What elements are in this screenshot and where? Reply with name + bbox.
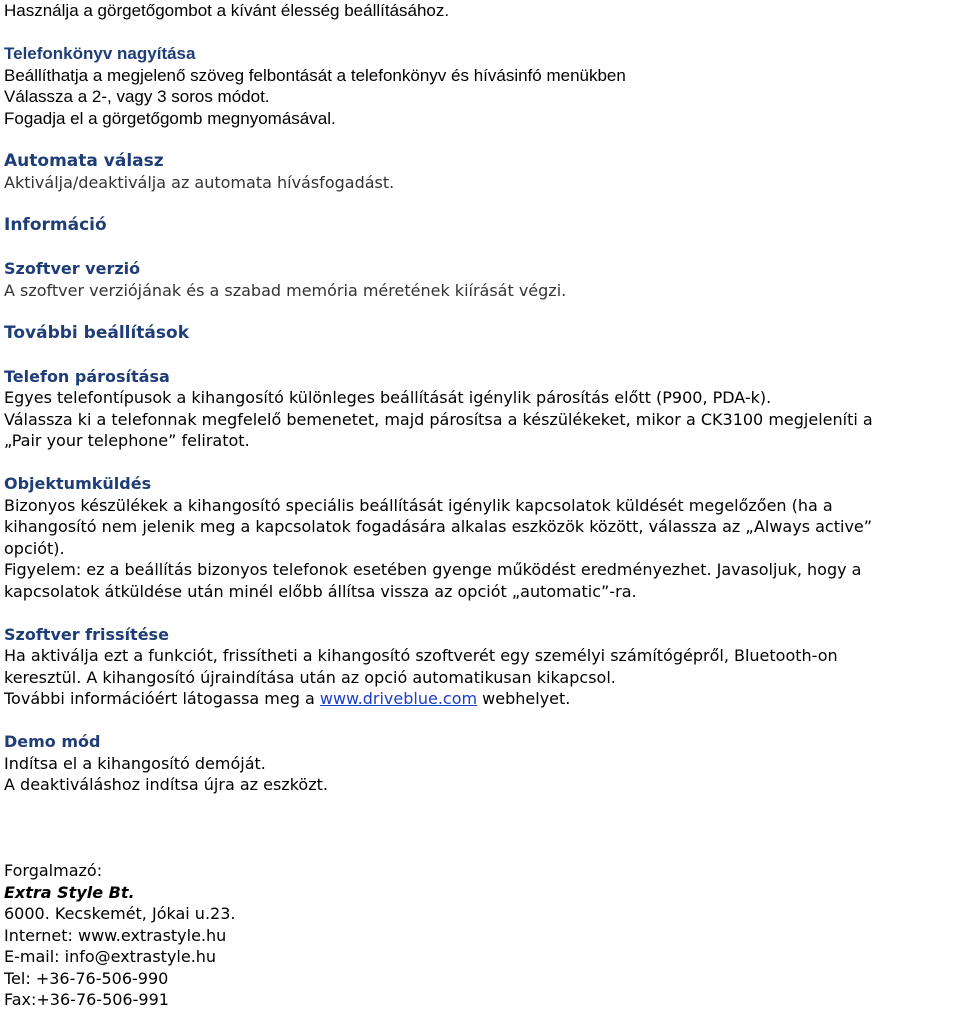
automata-line: Aktiválja/deaktiválja az automata hívásfogadást. (4, 173, 395, 192)
intro-text: Használja a görgetőgombot a kívánt élesség beállításához. (4, 1, 450, 20)
automata-heading: Automata válasz (4, 150, 164, 171)
footer-tel: Tel: +36-76-506-990 (4, 968, 169, 988)
parositas-heading: Telefon párosítása (4, 366, 170, 386)
frissites-more-suffix: webhelyet. (477, 689, 571, 708)
frissites-more-prefix: További információért látogassa meg a (4, 689, 320, 708)
objektum-line: Figyelem: ez a beállítás bizonyos telefonok esetében gyenge működést eredményezhet. Javasoljuk, hogy a (4, 560, 862, 579)
footer-internet: Internet: www.extrastyle.hu (4, 925, 227, 945)
footer-company: Extra Style Bt. (4, 882, 135, 902)
driveblue-link[interactable]: www.driveblue.com (319, 689, 478, 708)
szoftver-verzio-line: A szoftver verziójának és a szabad memória méretének kiírását végzi. (4, 280, 567, 300)
telefonkonyv-line: Fogadja el a görgetőgomb megnyomásával. (4, 108, 336, 128)
footer-address: 6000. Kecskemét, Jókai u.23. (4, 904, 236, 923)
objektum-line: kapcsolatok átküldése után minél előbb állítsa vissza az opciót „automatic”-ra. (4, 581, 637, 601)
objektum-line: kihangosító nem jelenik meg a kapcsolatok fogadására alkalas eszközök között, válassza az „Always active” (4, 517, 873, 536)
parositas-line: Válassza ki a telefonnak megfelelő bemenetet, majd párosítsa a készülékeket, mikor a CK3100 megjeleníti a (4, 409, 873, 429)
objektum-heading: Objektumküldés (4, 474, 152, 493)
parositas-line: „Pair your telephone” feliratot. (4, 431, 250, 450)
telefonkonyv-heading: Telefonkönyv nagyítása (4, 44, 196, 63)
informacio-heading: Információ (4, 215, 107, 235)
footer-label: Forgalmazó: (4, 861, 103, 880)
telefonkonyv-line: Beállíthatja a megjelenő szöveg felbontását a telefonkönyv és hívásinfó menükben (4, 65, 626, 85)
objektum-line: Bizonyos készülékek a kihangosító speciális beállítását igénylik kapcsolatok küldését megelőzően (ha a (4, 495, 833, 515)
objektum-line: opciót). (4, 538, 65, 558)
document-page (4, 0, 956, 1011)
parositas-line: Egyes telefontípusok a kihangosító különleges beállítását igénylik párosítás előtt (P900, PDA-k). (4, 388, 772, 407)
footer-email: E-mail: info@extrastyle.hu (4, 947, 217, 966)
frissites-heading: Szoftver frissítése (4, 624, 169, 644)
telefonkonyv-line: Válassza a 2-, vagy 3 soros módot. (4, 87, 270, 106)
szoftver-verzio-heading: Szoftver verzió (4, 259, 141, 278)
demo-heading: Demo mód (4, 732, 101, 751)
demo-line: A deaktiváláshoz indítsa újra az eszközt. (4, 775, 328, 794)
footer-fax: Fax:+36-76-506-991 (4, 990, 169, 1009)
frissites-more-line (4, 688, 956, 710)
tovabbi-heading: További beállítások (4, 322, 190, 343)
frissites-line: keresztül. A kihangosító újraindítása után az opció automatikusan kikapcsol. (4, 667, 616, 687)
demo-line: Indítsa el a kihangosító demóját. (4, 753, 266, 773)
frissites-line: Ha aktiválja ezt a funkciót, frissítheti a kihangosító szoftverét egy személyi számítógépről, Bluetooth-on (4, 646, 838, 665)
